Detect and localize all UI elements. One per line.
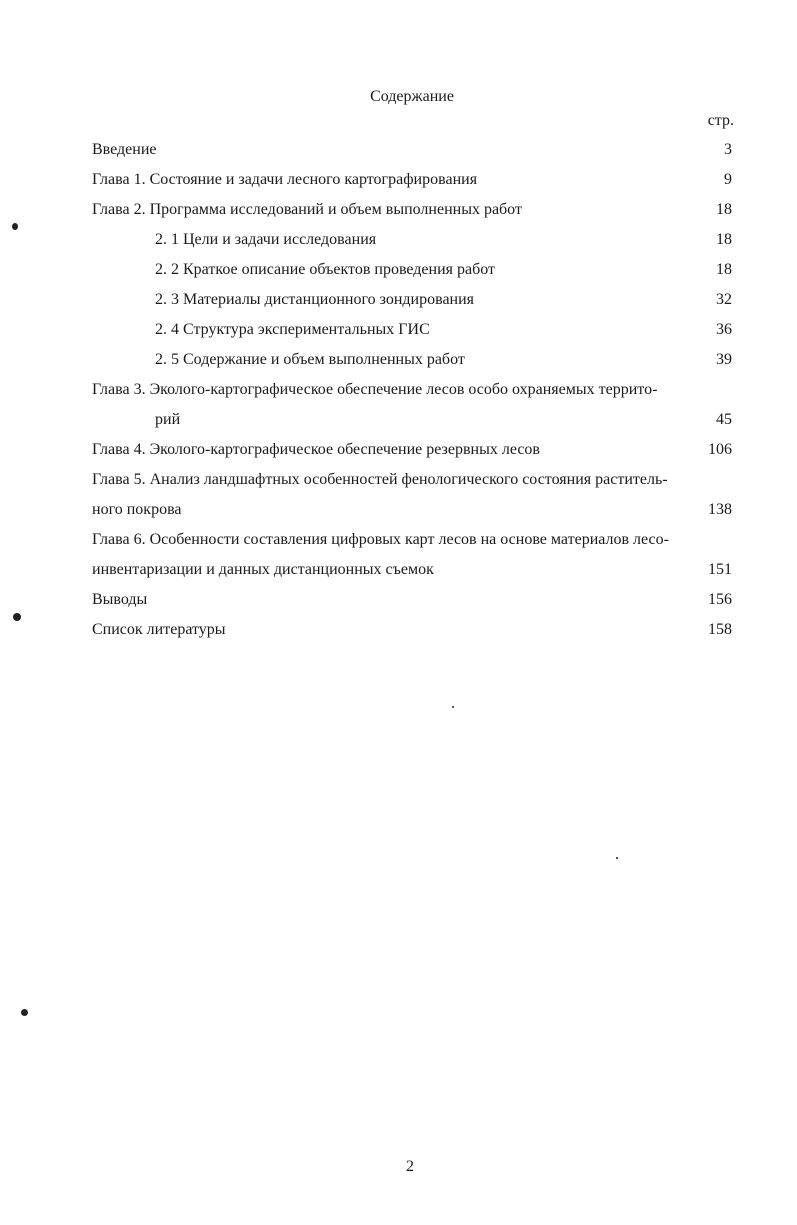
toc-entry-label: рий	[155, 411, 181, 428]
page-number: 2	[406, 1158, 414, 1175]
toc-line	[92, 589, 732, 619]
page-column-label: стр.	[707, 112, 734, 129]
toc-entry-page: 106	[708, 441, 732, 458]
toc-entry-page: 39	[716, 351, 732, 368]
toc-entry-page: 158	[708, 621, 732, 638]
toc-entry-page: 3	[724, 141, 732, 158]
toc-entry-label: 2. 1 Цели и задачи исследования	[155, 231, 377, 248]
toc-line	[92, 349, 732, 379]
toc-entry-label: Глава 6. Особенности составления цифровых карт лесов на основе материалов лесо-	[92, 531, 669, 548]
toc-entry-label: 2. 5 Содержание и объем выполненных работ	[155, 351, 465, 368]
scan-speck	[12, 223, 18, 230]
page-title: Содержание	[370, 88, 454, 105]
toc-entry-page: 18	[716, 201, 732, 218]
toc-line	[92, 229, 732, 259]
toc-entry-page: 36	[716, 321, 732, 338]
toc-line	[92, 439, 732, 469]
toc-line	[92, 169, 732, 199]
toc-entry-label: 2. 4 Структура экспериментальных ГИС	[155, 321, 430, 338]
toc-entry-page: 138	[708, 501, 732, 518]
toc-entry-label: 2. 3 Материалы дистанционного зондирования	[155, 291, 475, 308]
toc-line	[92, 199, 732, 229]
toc-line	[92, 499, 732, 529]
toc-entry-label: Глава 4. Эколого-картографическое обеспечение резервных лесов	[92, 441, 540, 458]
toc-entry-label: Глава 5. Анализ ландшафтных особенностей фенологического состояния раститель-	[92, 471, 668, 488]
toc-line	[92, 259, 732, 289]
toc-line	[92, 289, 732, 319]
toc-entry-page: 32	[716, 291, 732, 308]
toc-line	[92, 469, 732, 499]
scan-speck	[452, 706, 454, 708]
toc-entry-page: 156	[708, 591, 732, 608]
toc-line	[92, 409, 732, 439]
toc-entry-label: инвентаризации и данных дистанционных съемок	[92, 561, 434, 578]
toc-line	[92, 319, 732, 349]
toc-entry-label: Глава 2. Программа исследований и объем выполненных работ	[92, 201, 522, 218]
toc-entry-page: 45	[716, 411, 732, 428]
scan-speck	[13, 613, 21, 621]
toc-line	[92, 619, 732, 649]
scan-speck	[21, 1009, 28, 1016]
toc-line	[92, 559, 732, 589]
toc-line	[92, 139, 732, 169]
toc-entry-page: 151	[708, 561, 732, 578]
toc-entry-label: Глава 1. Состояние и задачи лесного картографирования	[92, 171, 478, 188]
toc-entry-label: Выводы	[92, 591, 148, 608]
toc-entry-label: Список литературы	[92, 621, 226, 638]
toc-entry-label: Глава 3. Эколого-картографическое обеспечение лесов особо охраняемых террито-	[92, 381, 658, 398]
toc-line	[92, 529, 732, 559]
toc-entry-page: 18	[716, 231, 732, 248]
toc-entry-label: 2. 2 Краткое описание объектов проведения работ	[155, 261, 496, 278]
toc-entry-label: Введение	[92, 141, 157, 158]
scan-speck	[616, 857, 618, 859]
toc-entry-label: ного покрова	[92, 501, 182, 518]
toc-entry-page: 18	[716, 261, 732, 278]
table-of-contents	[92, 139, 732, 649]
toc-line	[92, 379, 732, 409]
toc-entry-page: 9	[724, 171, 732, 188]
